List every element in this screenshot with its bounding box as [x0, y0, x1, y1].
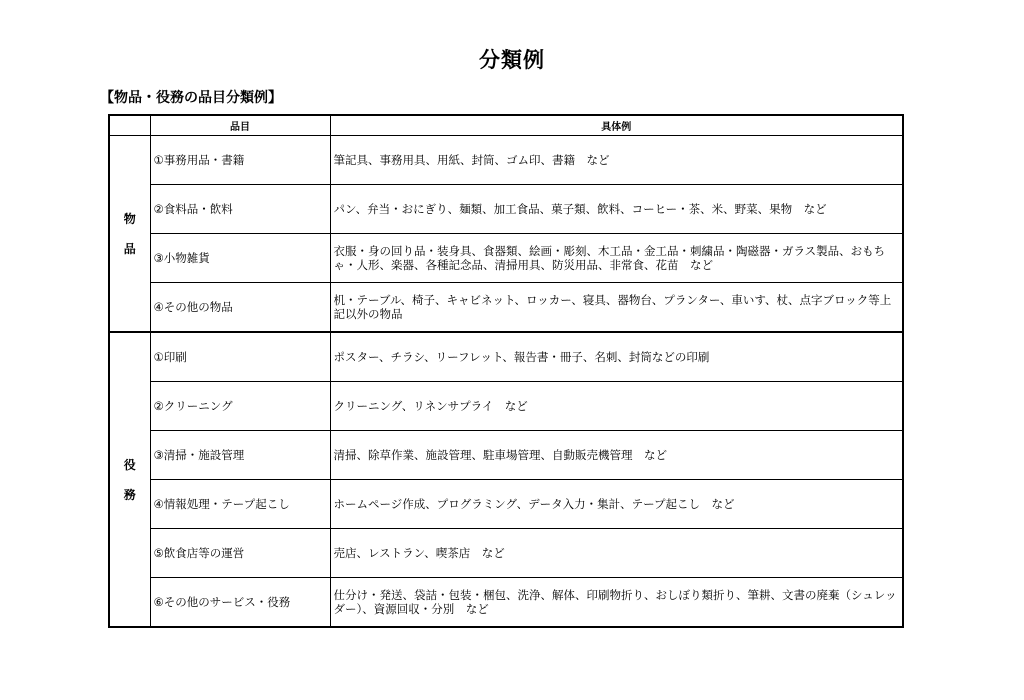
header-item: 品目	[150, 115, 330, 136]
example-cell: 机・テーブル、椅子、キャビネット、ロッカー、寝具、器物台、プランター、車いす、杖、点字ブロック等上記以外の物品	[330, 283, 903, 333]
item-cell: ④その他の物品	[150, 283, 330, 333]
group-label-goods	[109, 136, 150, 333]
table-row	[109, 136, 903, 185]
section-heading: 【物品・役務の品目分類例】	[100, 90, 282, 106]
header-example: 具体例	[330, 115, 903, 136]
item-cell: ⑤飲食店等の運営	[150, 529, 330, 578]
example-cell: 仕分け・発送、袋詰・包装・梱包、洗浄、解体、印刷物折り、おしぼり類折り、筆耕、文書の廃棄（シュレッダー）、資源回収・分別 など	[330, 578, 903, 628]
item-cell: ⑥その他のサービス・役務	[150, 578, 330, 628]
table-row	[109, 185, 903, 234]
page-title: 分類例	[479, 48, 545, 72]
example-cell: パン、弁当・おにぎり、麺類、加工食品、菓子類、飲料、コーヒー・茶、米、野菜、果物 など	[330, 185, 903, 234]
example-cell: ポスター、チラシ、リーフレット、報告書・冊子、名刺、封筒などの印刷	[330, 332, 903, 382]
header-group	[109, 115, 150, 136]
group-label-services-text: 役 務	[123, 457, 136, 502]
table-row	[109, 480, 903, 529]
example-cell: ホームページ作成、プログラミング、データ入力・集計、テープ起こし など	[330, 480, 903, 529]
table-row	[109, 234, 903, 283]
table-row	[109, 382, 903, 431]
example-cell: クリーニング、リネンサプライ など	[330, 382, 903, 431]
item-cell: ③小物雑貨	[150, 234, 330, 283]
group-label-services	[109, 332, 150, 627]
group-label-goods-text: 物 品	[123, 211, 136, 256]
item-cell: ③清掃・施設管理	[150, 431, 330, 480]
table-row	[109, 529, 903, 578]
table-row	[109, 283, 903, 333]
example-cell: 筆記具、事務用具、用紙、封筒、ゴム印、書籍 など	[330, 136, 903, 185]
table-header-row	[109, 115, 903, 136]
item-cell: ①印刷	[150, 332, 330, 382]
example-cell: 清掃、除草作業、施設管理、駐車場管理、自動販売機管理 など	[330, 431, 903, 480]
table-row	[109, 431, 903, 480]
table-row	[109, 332, 903, 382]
example-cell: 売店、レストラン、喫茶店 など	[330, 529, 903, 578]
item-cell: ④情報処理・テープ起こし	[150, 480, 330, 529]
item-cell: ②食料品・飲料	[150, 185, 330, 234]
example-cell: 衣服・身の回り品・装身具、食器類、絵画・彫刻、木工品・金工品・刺繍品・陶磁器・ガラス製品、おもちゃ・人形、楽器、各種記念品、清掃用具、防災用品、非常食、花苗 など	[330, 234, 903, 283]
table-row	[109, 578, 903, 628]
classification-table	[108, 114, 904, 628]
item-cell: ①事務用品・書籍	[150, 136, 330, 185]
item-cell: ②クリーニング	[150, 382, 330, 431]
